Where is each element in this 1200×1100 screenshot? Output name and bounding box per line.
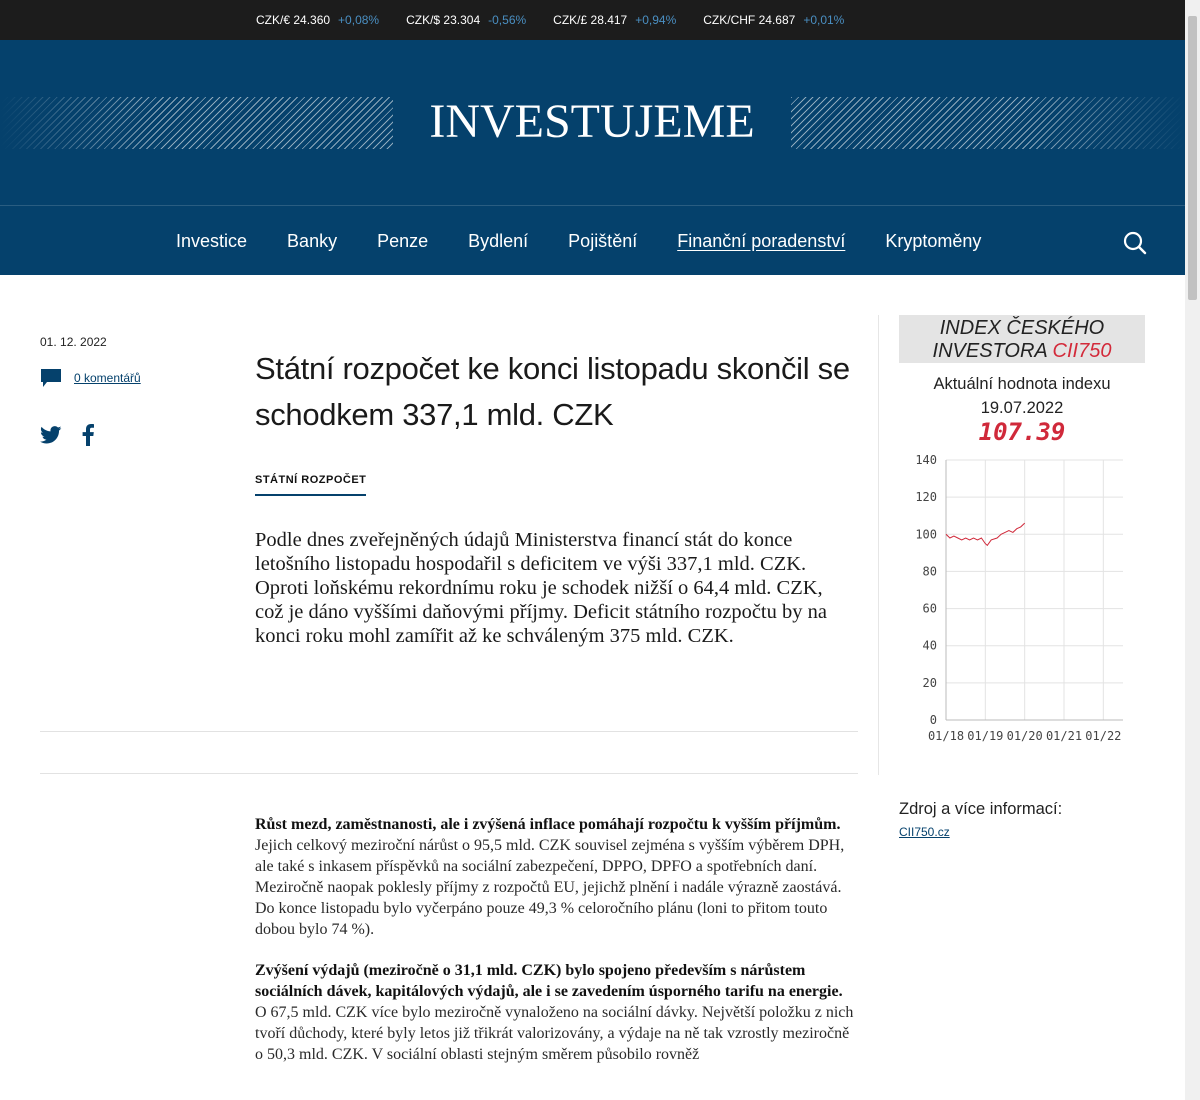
article-title: Státní rozpočet ke konci listopadu skončil se schodkem 337,1 mld. CZK — [255, 351, 850, 432]
index-chart — [899, 450, 1145, 750]
ticker-item-chf — [703, 13, 844, 27]
source-link[interactable]: CII750.cz — [899, 825, 950, 839]
facebook-icon[interactable] — [82, 424, 94, 446]
index-title-line-2 — [899, 340, 1145, 363]
y-tick-label: 120 — [915, 490, 937, 505]
currency-ticker — [0, 0, 1185, 40]
divider — [40, 731, 858, 732]
ticker-label: CZK/£ 28.417 — [553, 13, 628, 27]
y-tick-label: 140 — [915, 453, 937, 467]
ticker-change: +0,01% — [803, 13, 845, 27]
ticker-change: +0,08% — [338, 13, 380, 27]
article-date: 01. 12. 2022 — [40, 335, 107, 349]
main-nav — [176, 206, 981, 276]
twitter-icon[interactable] — [40, 426, 62, 444]
y-tick-label: 20 — [922, 675, 937, 690]
article-tag[interactable]: STÁTNÍ ROZPOČET — [255, 474, 366, 496]
page-scrollbar[interactable] — [1185, 0, 1200, 1100]
ticker-item-gbp — [553, 13, 676, 27]
nav-item-banky[interactable]: Banky — [287, 230, 338, 251]
comments-link[interactable]: 0 komentářů — [74, 371, 141, 385]
x-tick-label: 01/22 — [1085, 729, 1122, 743]
ticker-label: CZK/$ 23.304 — [406, 13, 481, 27]
index-title-box — [899, 315, 1145, 363]
comment-icon[interactable] — [40, 368, 62, 388]
paragraph-text: Jejich celkový meziroční nárůst o 95,5 mld. CZK souvisel zejména s vyšším výběrem DPH, ale také s inkasem příspěvků na sociální zabezpečení, DPPO, DPFO a spotřebních daní. Meziročně naopak poklesly příjmy z rozpočtů EU, jejichž plnění i nadále výrazně zaostává. Do konce listopadu bylo vyčerpáno pouze 49,3 % celoročního plánu (loni to přitom touto dobou bylo 74 %). — [255, 837, 845, 938]
share-buttons — [40, 424, 94, 446]
y-tick-label: 40 — [922, 638, 937, 653]
paragraph-lead: Zvýšení výdajů (meziročně o 31,1 mld. CZK) bylo spojeno především s nárůstem sociálních dávek, kapitálových výdajů, ale i se zavedením úsporného tarifu na energie. — [255, 962, 843, 1000]
ticker-label: CZK/€ 24.360 — [256, 13, 331, 27]
index-brand: CII750 — [1052, 340, 1112, 362]
nav-item-penze[interactable]: Penze — [377, 230, 429, 251]
y-tick-label: 100 — [915, 527, 937, 542]
nav-item-investice[interactable]: Investice — [176, 230, 248, 251]
header-decoration-left — [0, 97, 393, 149]
y-tick-label: 0 — [929, 713, 937, 727]
index-title-line-1: INDEX ČESKÉHO — [939, 317, 1105, 339]
search-button[interactable] — [1122, 230, 1148, 256]
x-tick-label: 01/21 — [1045, 729, 1083, 743]
comments-link-group — [40, 368, 141, 388]
index-current-value: 107.39 — [978, 418, 1066, 446]
index-current-info — [899, 372, 1145, 420]
paragraph-lead: Růst mezd, zaměstnanosti, ale i zvýšená inflace pomáhají rozpočtu k vyšším příjmům. — [255, 816, 841, 833]
nav-item-pojisteni[interactable]: Pojištění — [568, 230, 638, 251]
ticker-item-eur — [256, 13, 379, 27]
ticker-change: -0,56% — [488, 13, 527, 27]
nav-item-financni-poradenstvi[interactable]: Finanční poradenství — [677, 230, 846, 251]
source-label: Zdroj a více informací: — [899, 800, 1063, 818]
y-tick-label: 60 — [922, 601, 937, 616]
article-paragraph — [255, 814, 858, 940]
article-paragraph — [255, 960, 858, 1065]
x-tick-label: 01/19 — [967, 729, 1004, 743]
nav-item-bydleni[interactable]: Bydlení — [468, 230, 529, 251]
article-body — [255, 814, 858, 1085]
index-current-label: Aktuální hodnota indexu — [933, 375, 1111, 393]
nav-item-kryptomeny[interactable]: Kryptoměny — [885, 230, 982, 251]
ticker-change: +0,94% — [635, 13, 677, 27]
sidebar-divider — [878, 315, 879, 775]
search-icon — [1122, 230, 1148, 256]
site-header — [0, 40, 1185, 275]
index-title-text: INVESTORA — [932, 340, 1053, 362]
header-decoration-right — [791, 97, 1185, 149]
ticker-label: CZK/CHF 24.687 — [703, 13, 796, 27]
site-logo[interactable]: INVESTUJEME — [429, 95, 755, 148]
paragraph-text: O 67,5 mld. CZK více bylo meziročně vynaloženo na sociální dávky. Největší položku z nich tvoří důchody, které byly letos již třikrát valorizovány, a výdaje na ně tak vzrostly meziročně o 50,3 mld. CZK. V sociální oblasti stejným směrem působilo rovněž — [255, 1004, 854, 1063]
x-tick-label: 01/18 — [927, 729, 965, 743]
scrollbar-thumb[interactable] — [1188, 16, 1197, 300]
y-tick-label: 80 — [922, 564, 937, 579]
divider — [40, 773, 858, 774]
index-current-date: 19.07.2022 — [980, 399, 1064, 417]
x-tick-label: 01/20 — [1006, 729, 1043, 743]
ticker-item-usd — [406, 13, 526, 27]
article-perex: Podle dnes zveřejněných údajů Ministerstva financí stát do konce letošního listopadu hospodařil s deficitem ve výši 337,1 mld. CZK. Oproti loňskému rekordnímu roku je schodek nižší o 64,4 mld. CZK, což je dáno vyššími daňovými příjmy. Deficit státního rozpočtu by na konci roku mohl zamířit až ke schváleným 375 mld. CZK. — [255, 529, 827, 647]
